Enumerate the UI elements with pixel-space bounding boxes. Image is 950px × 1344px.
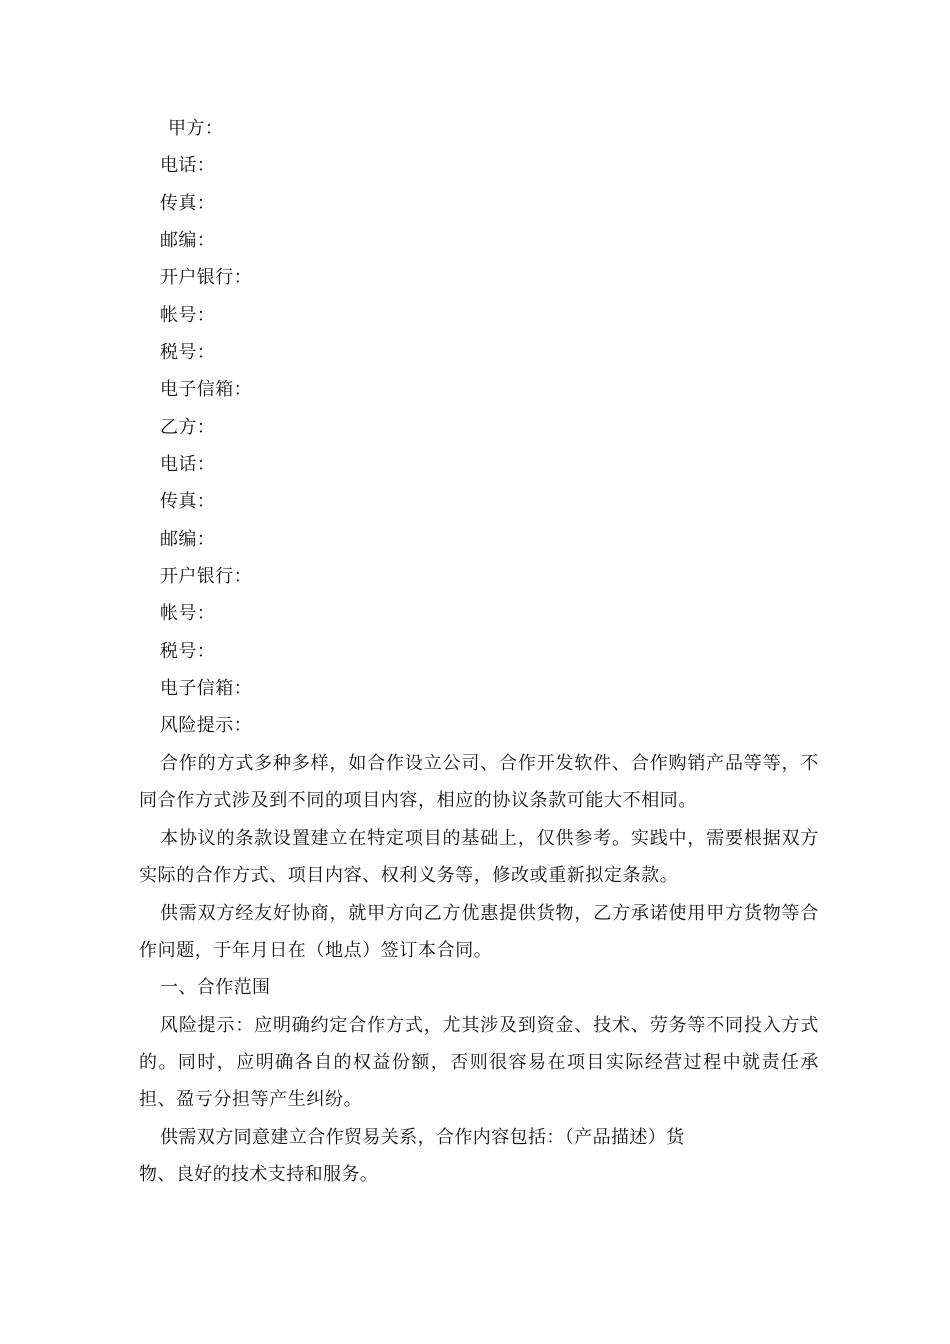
paragraph-reference-note: 本协议的条款设置建立在特定项目的基础上，仅供参考。实践中，需要根据双方实际的合作方式、项目内容、权利义务等，修改或重新拟定条款。 <box>139 828 819 886</box>
party-a-email-label: 电子信箱： <box>160 379 252 400</box>
party-a-name-label: 甲方： <box>168 118 224 139</box>
party-b-account-label: 帐号： <box>160 603 216 624</box>
party-a-account-label: 帐号： <box>160 305 216 326</box>
party-b-email-label: 电子信箱： <box>160 678 252 699</box>
risk-heading: 风险提示： <box>160 715 252 736</box>
section-1-risk-note: 风险提示：应明确约定合作方式，尤其涉及到资金、技术、劳务等不同投入方式的。同时，应明确各自的权益份额，否则很容易在项目实际经营过程中就责任承担、盈亏分担等产生纠纷。 <box>139 1015 819 1110</box>
paragraph-negotiation: 供需双方经友好协商，就甲方向乙方优惠提供货物，乙方承诺使用甲方货物等合作问题，于年月日在（地点）签订本合同。 <box>139 903 819 961</box>
party-b-tax-label: 税号： <box>160 641 216 662</box>
paragraph-cooperation-methods: 合作的方式多种多样，如合作设立公司、合作开发软件、合作购销产品等等，不同合作方式涉及到不同的项目内容，相应的协议条款可能大不相同。 <box>139 753 819 811</box>
section-1-title: 一、合作范围 <box>160 977 271 998</box>
party-b-bank-label: 开户银行： <box>160 566 252 587</box>
party-a-fax-label: 传真： <box>160 193 216 214</box>
party-a-tax-label: 税号： <box>160 342 216 363</box>
party-a-bank-label: 开户银行： <box>160 267 252 288</box>
party-b-postcode-label: 邮编： <box>160 529 216 550</box>
party-b-fax-label: 传真： <box>160 491 216 512</box>
section-1-content-line-1: 供需双方同意建立合作贸易关系，合作内容包括：（产品描述）货 <box>160 1127 685 1148</box>
party-b-name-label: 乙方： <box>160 417 216 438</box>
party-a-postcode-label: 邮编： <box>160 230 216 251</box>
party-b-phone-label: 电话： <box>160 454 216 475</box>
section-1-content-line-2: 物、良好的技术支持和服务。 <box>139 1164 379 1185</box>
party-a-phone-label: 电话： <box>160 155 216 176</box>
